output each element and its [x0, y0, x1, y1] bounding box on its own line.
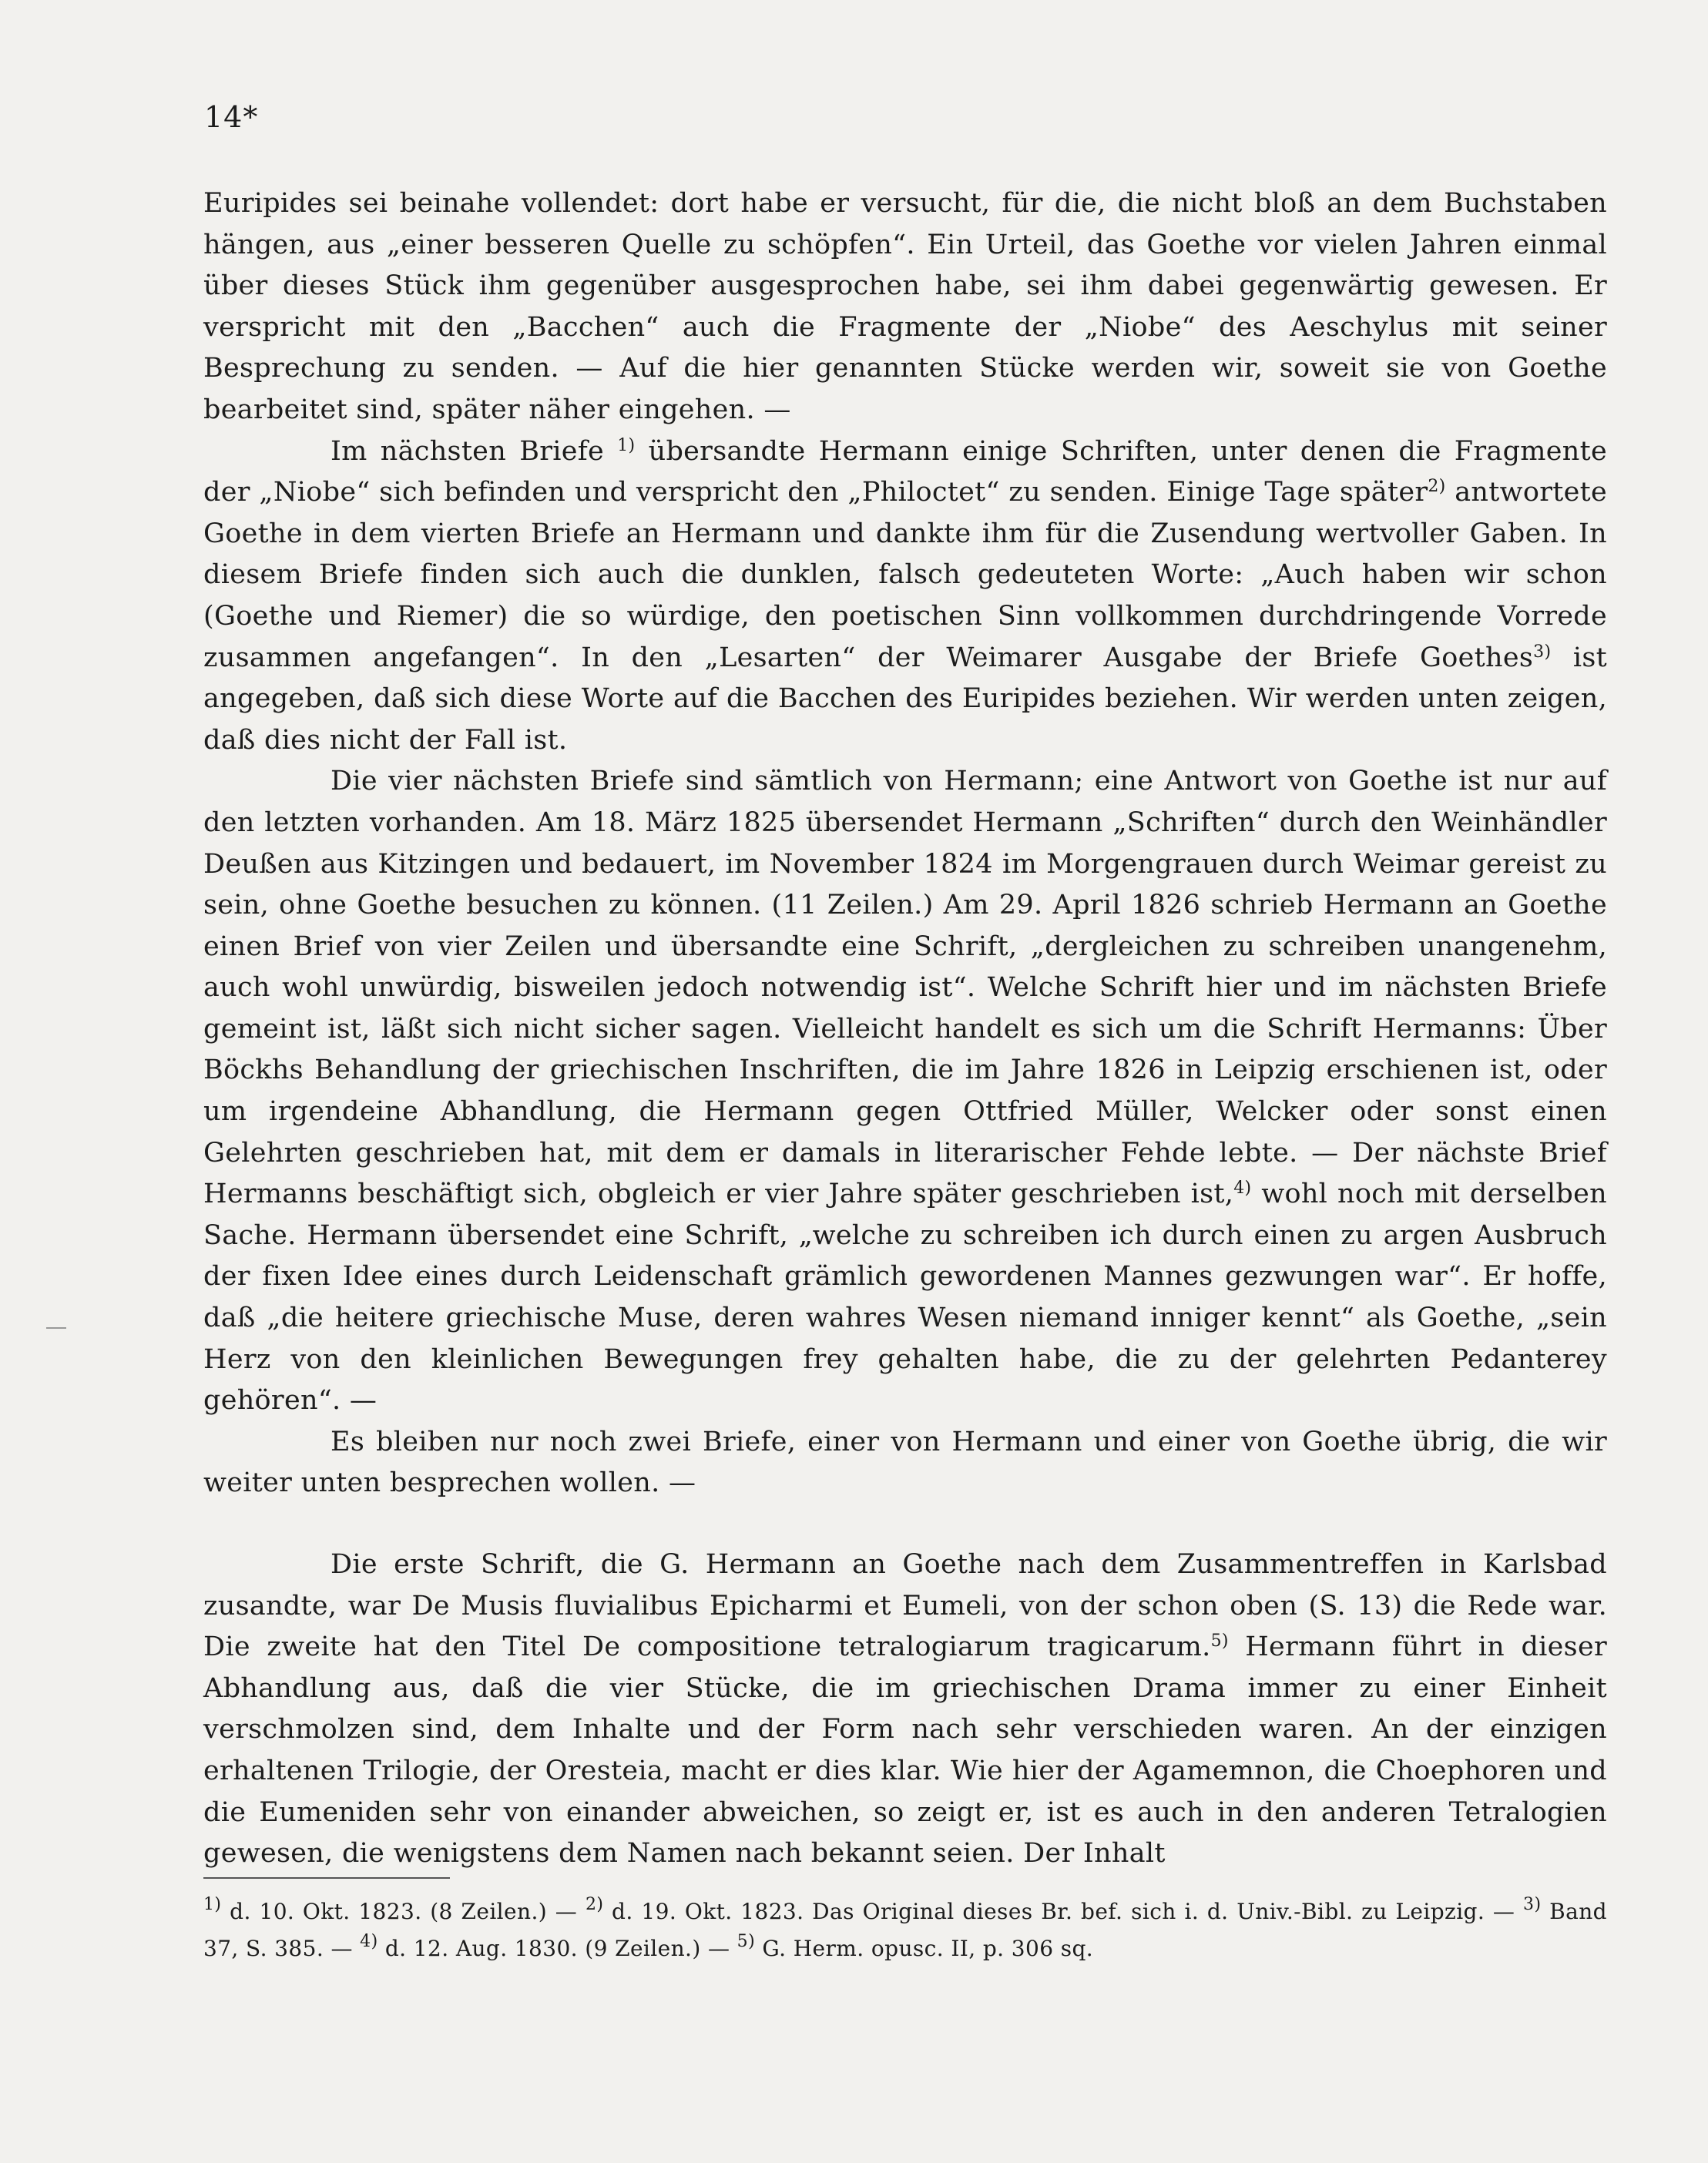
footnote-reference: 3) [1533, 642, 1552, 662]
paragraph-text: Es bleiben nur noch zwei Briefe, einer von Hermann und einer von Goethe übrig, die wir weiter unten besprechen wollen. — [203, 1426, 1607, 1499]
paragraph [203, 431, 1607, 762]
footnotes [203, 1893, 1607, 1967]
footnote-divider [203, 1877, 450, 1879]
margin-mark [46, 1327, 66, 1329]
paragraph [203, 183, 1607, 431]
footnote-reference: 1) [617, 435, 636, 455]
paragraph [203, 1544, 1607, 1875]
page-number: 14* [204, 100, 259, 134]
footnote-marker: 2) [585, 1895, 604, 1914]
paragraph-text: antwortete Goethe in dem vierten Briefe an Hermann und dankte ihm für die Zusendung wertvoller Gaben. In diesem Briefe finden sich auch die dunklen, falsch gedeuteten Worte: „Auch haben wir schon (Goethe und Riemer) die so würdige, den poetischen Sinn vollkommen durchdringende Vorrede zusammen angefangen“. In den „Lesarten“ der Weimarer Ausgabe der Briefe Goethes [203, 477, 1607, 673]
paragraph-text: übersandte Hermann einige Schriften, unter denen die Fragmente der „Niobe“ sich befinden und verspricht den „Philoctet“ zu senden. Einige Tage später [203, 435, 1607, 508]
footnote-marker: 3) [1523, 1895, 1542, 1914]
footnote-text: d. 19. Okt. 1823. Das Original dieses Br. bef. sich i. d. Univ.-Bibl. zu Leipzig. — [603, 1899, 1524, 1924]
paragraph-text: ist angegeben, daß sich diese Worte auf die Bacchen des Euripides beziehen. Wir werden unten zeigen, daß dies nicht der Fall ist. [203, 642, 1607, 756]
paragraph [203, 761, 1607, 1422]
body-text [203, 183, 1607, 1875]
paragraph-text: Hermann führt in dieser Abhandlung aus, daß die vier Stücke, die im griechischen Drama immer zu einer Einheit verschmolzen sind, dem Inhalte und der Form nach sehr verschieden waren. An der einzigen erhaltenen Trilogie, der Oresteia, macht er dies klar. Wie hier der Agamemnon, die Choephoren und die Eumeniden sehr von einander abweichen, so zeigt er, ist es auch in den anderen Tetralogien gewesen, die wenigstens dem Namen nach bekannt seien. Der Inhalt [203, 1631, 1607, 1870]
paragraph-text: Die vier nächsten Briefe sind sämtlich von Hermann; eine Antwort von Goethe ist nur auf den letzten vorhanden. Am 18. März 1825 übersendet Hermann „Schriften“ durch den Weinhändler Deußen aus Kitzingen und bedauert, im November 1824 im Morgengrauen durch Weimar gereist zu sein, ohne Goethe besuchen zu können. (11 Zeilen.) Am 29. April 1826 schrieb Hermann an Goethe einen Brief von vier Zeilen und übersandte eine Schrift, „dergleichen zu schreiben unangenehm, auch wohl unwürdig, bisweilen jedoch notwendig ist“. Welche Schrift hier und im nächsten Briefe gemeint ist, läßt sich nicht sicher sagen. Vielleicht handelt es sich um die Schrift Hermanns: Über Böckhs Behandlung der griechischen Inschriften, die im Jahre 1826 in Leipzig erschienen ist, oder um irgendeine Abhandlung, die Hermann gegen Ottfried Müller, Welcker oder sonst einen Gelehrten geschrieben hat, mit dem er damals in literarischer Fehde lebte. — Der nächste Brief Hermanns beschäftigt sich, obgleich er vier Jahre später geschrieben ist, [203, 766, 1607, 1210]
paragraph-text: wohl noch mit derselben Sache. Hermann übersendet eine Schrift, „welche zu schreiben ich durch einen zu argen Ausbruch der fixen Idee eines durch Leidenschaft grämlich gewordenen Mannes gezwungen war“. Er hoffe, daß „die heitere griechische Muse, deren wahres Wesen niemand inniger kennt“ als Goethe, „sein Herz von den kleinlichen Bewegungen frey gehalten habe, die zu der gelehrten Pedanterey gehören“. — [203, 1179, 1607, 1417]
footnote-marker: 1) [203, 1895, 222, 1914]
footnote-reference: 4) [1233, 1179, 1252, 1199]
footnote-text: d. 12. Aug. 1830. (9 Zeilen.) — [378, 1936, 737, 1961]
footnote-text: d. 10. Okt. 1823. (8 Zeilen.) — [221, 1899, 586, 1924]
paragraph-text: Im nächsten Briefe [331, 435, 618, 467]
footnote-reference: 2) [1428, 477, 1446, 497]
paragraph-text: Euripides sei beinahe vollendet: dort habe er versucht, für die, die nicht bloß an dem Buchstaben hängen, aus „einer besseren Quelle zu schöpfen“. Ein Urteil, das Goethe vor vielen Jahren einmal über dieses Stück ihm gegenüber ausgesprochen habe, sei ihm dabei gegenwärtig gewesen. Er verspricht mit den „Bacchen“ auch die Fragmente der „Niobe“ des Aeschylus mit seiner Besprechung zu senden. — Auf die hier genannten Stücke werden wir, soweit sie von Goethe bearbeitet sind, später näher eingehen. — [203, 188, 1607, 425]
footnote-marker: 5) [737, 1932, 756, 1951]
paragraph-text: Die erste Schrift, die G. Hermann an Goethe nach dem Zusammentreffen in Karlsbad zusandte, war De Musis fluvialibus Epicharmi et Eumeli, von der schon oben (S. 13) die Rede war. Die zweite hat den Titel De compositione tetralogiarum tragicarum. [203, 1549, 1607, 1663]
paragraph [203, 1422, 1607, 1504]
footnote-text: Band 37, S. 385. — [203, 1899, 1607, 1961]
footnote-text: G. Herm. opusc. II, p. 306 sq. [755, 1936, 1094, 1961]
footnote-marker: 4) [360, 1932, 378, 1951]
footnote-reference: 5) [1210, 1631, 1229, 1652]
